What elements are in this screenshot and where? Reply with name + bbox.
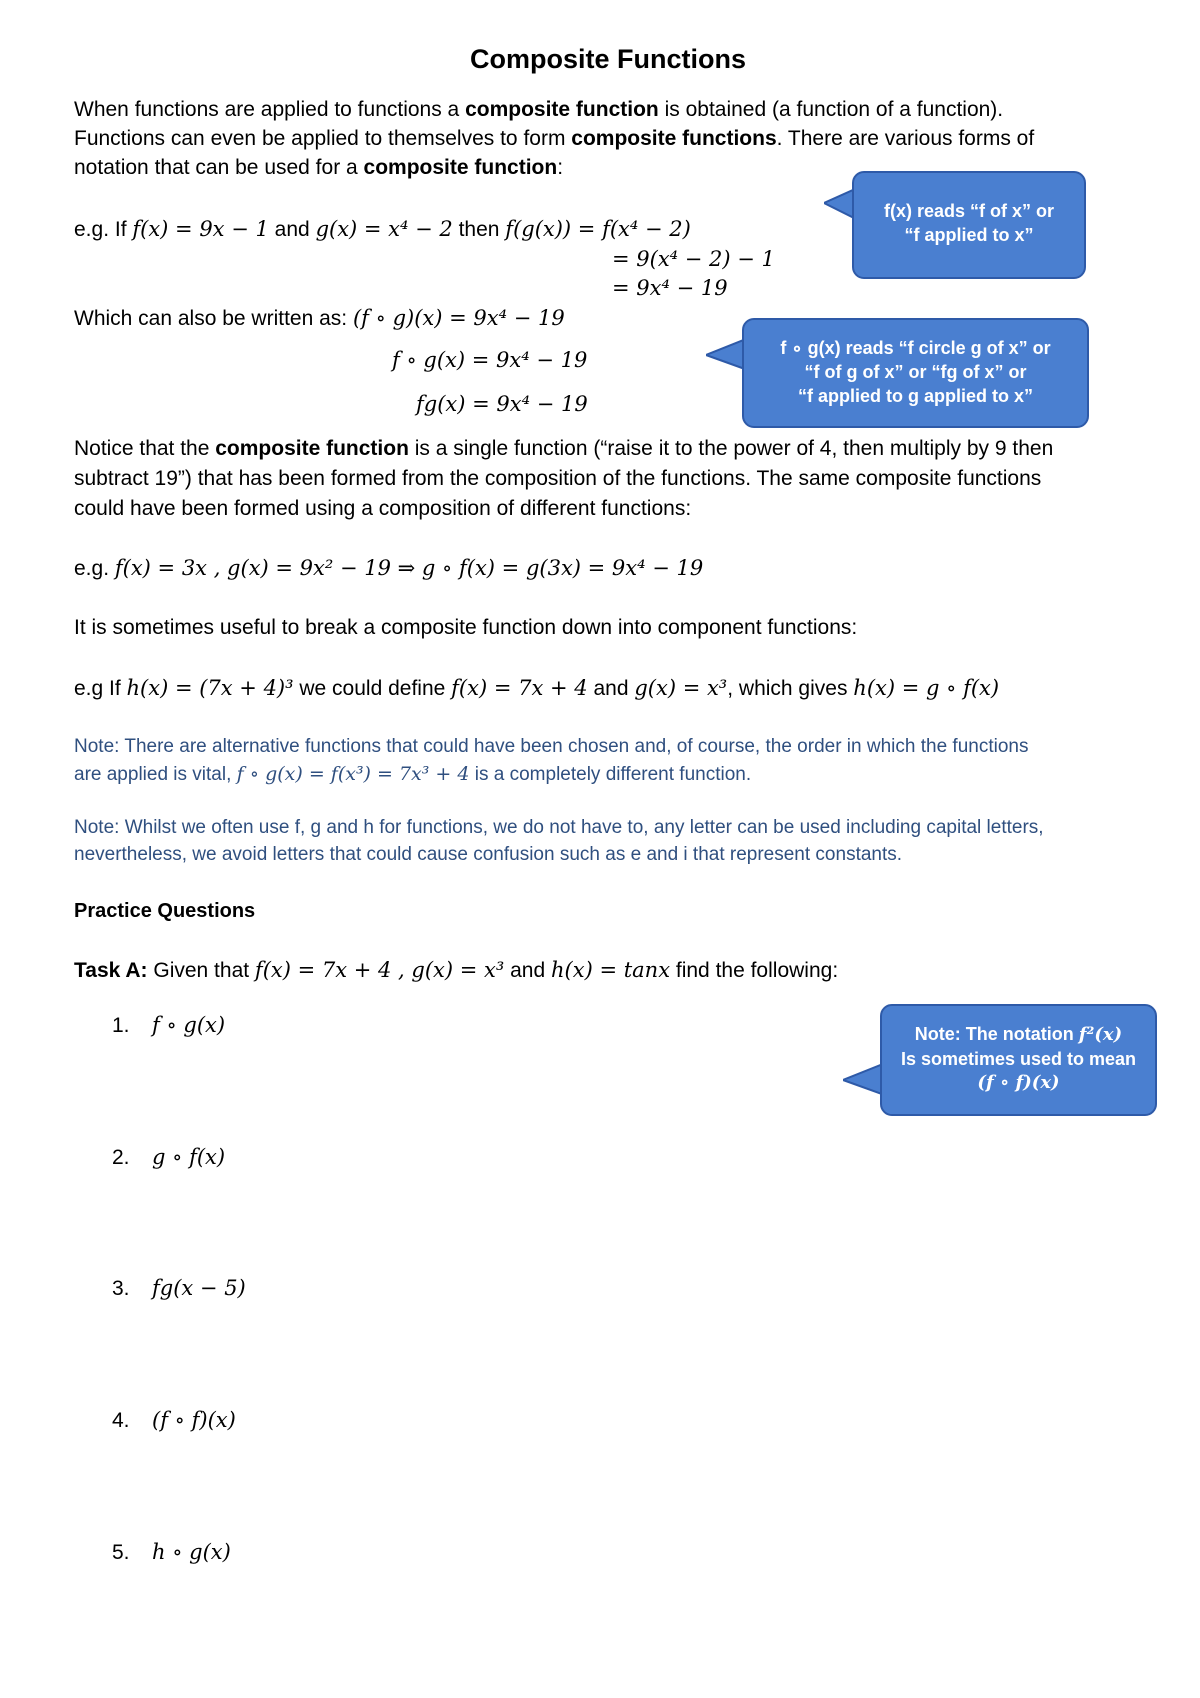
callout-2-line-1: f ∘ g(x) reads “f circle g of x” or xyxy=(780,338,1051,358)
question-1: 1. f ∘ g(x) xyxy=(112,1013,226,1037)
question-4: 4. (f ∘ f)(x) xyxy=(112,1408,236,1432)
example-2: e.g. f(x) = 3x , g(x) = 9x² − 19 ⇒ g ∘ f(x) = g(3x) = 9x⁴ − 19 xyxy=(74,556,704,580)
callout-1-line-1: f(x) reads “f of x” or xyxy=(883,201,1055,221)
notice-line-3: could have been formed using a composition of different functions: xyxy=(74,497,692,520)
example-3: e.g If h(x) = (7x + 4)³ we could define f(x) = 7x + 4 and g(x) = x³, which gives h(x) = g ∘ f(x) xyxy=(74,676,1000,700)
breakdown-text: It is sometimes useful to break a composite function down into component functions: xyxy=(74,616,858,639)
page-title: Composite Functions xyxy=(470,44,746,74)
task-a: Task A: Given that f(x) = 7x + 4 , g(x) = x³ and h(x) = tanx find the following: xyxy=(74,958,839,982)
practice-heading: Practice Questions xyxy=(74,900,256,922)
intro-line-3: notation that can be used for a composite function: xyxy=(74,156,564,179)
callout-f-squared-notation xyxy=(880,1004,1157,1116)
callout-f-of-x xyxy=(852,171,1086,279)
alt-notation-form-3: fg(x) = 9x⁴ − 19 xyxy=(416,392,588,416)
question-5: 5. h ∘ g(x) xyxy=(112,1540,231,1564)
alt-notation-line: Which can also be written as: (f ∘ g)(x) = 9x⁴ − 19 xyxy=(74,306,565,330)
example-1-step-2: = 9(x⁴ − 2) − 1 xyxy=(612,247,775,271)
callout-composite-reading xyxy=(742,318,1089,428)
intro-line-2: Functions can even be applied to themselves to form composite functions. There are various forms of xyxy=(74,127,1035,150)
callout-1-line-2: “f applied to x” xyxy=(904,225,1034,245)
callout-3-line-1: Note: The notation f²(x) xyxy=(914,1024,1123,1045)
callout-3-line-2: Is sometimes used to mean xyxy=(900,1049,1137,1069)
alt-notation-form-2: f ∘ g(x) = 9x⁴ − 19 xyxy=(392,348,588,372)
question-3: 3. fg(x − 5) xyxy=(112,1276,246,1300)
callout-3-line-3: (f ∘ f)(x) xyxy=(977,1072,1060,1093)
note-1-line-2: are applied is vital, f ∘ g(x) = f(x³) = 7x³ + 4 is a completely different function. xyxy=(74,763,752,785)
intro-line-1: When functions are applied to functions a composite function is obtained (a function of a function). xyxy=(74,98,1004,121)
notice-line-1: Notice that the composite function is a single function (“raise it to the power of 4, then multiply by 9 then xyxy=(74,437,1054,460)
notice-line-2: subtract 19”) that has been formed from the composition of the functions. The same composite functions xyxy=(74,467,1042,490)
note-2-line-1: Note: Whilst we often use f, g and h for functions, we do not have to, any letter can be used including capital letters, xyxy=(74,817,1044,838)
example-1: e.g. If f(x) = 9x − 1 and g(x) = x⁴ − 2 then f(g(x)) = f(x⁴ − 2) xyxy=(74,217,691,241)
callout-2-line-2: “f of g of x” or “fg of x” or xyxy=(804,362,1027,382)
note-2-line-2: nevertheless, we avoid letters that could cause confusion such as e and i that represent constants. xyxy=(74,844,903,865)
question-2: 2. g ∘ f(x) xyxy=(112,1145,226,1169)
callout-2-line-3: “f applied to g applied to x” xyxy=(797,386,1033,406)
note-1-line-1: Note: There are alternative functions that could have been chosen and, of course, the order in which the functions xyxy=(74,736,1029,757)
example-1-step-3: = 9x⁴ − 19 xyxy=(612,276,728,300)
